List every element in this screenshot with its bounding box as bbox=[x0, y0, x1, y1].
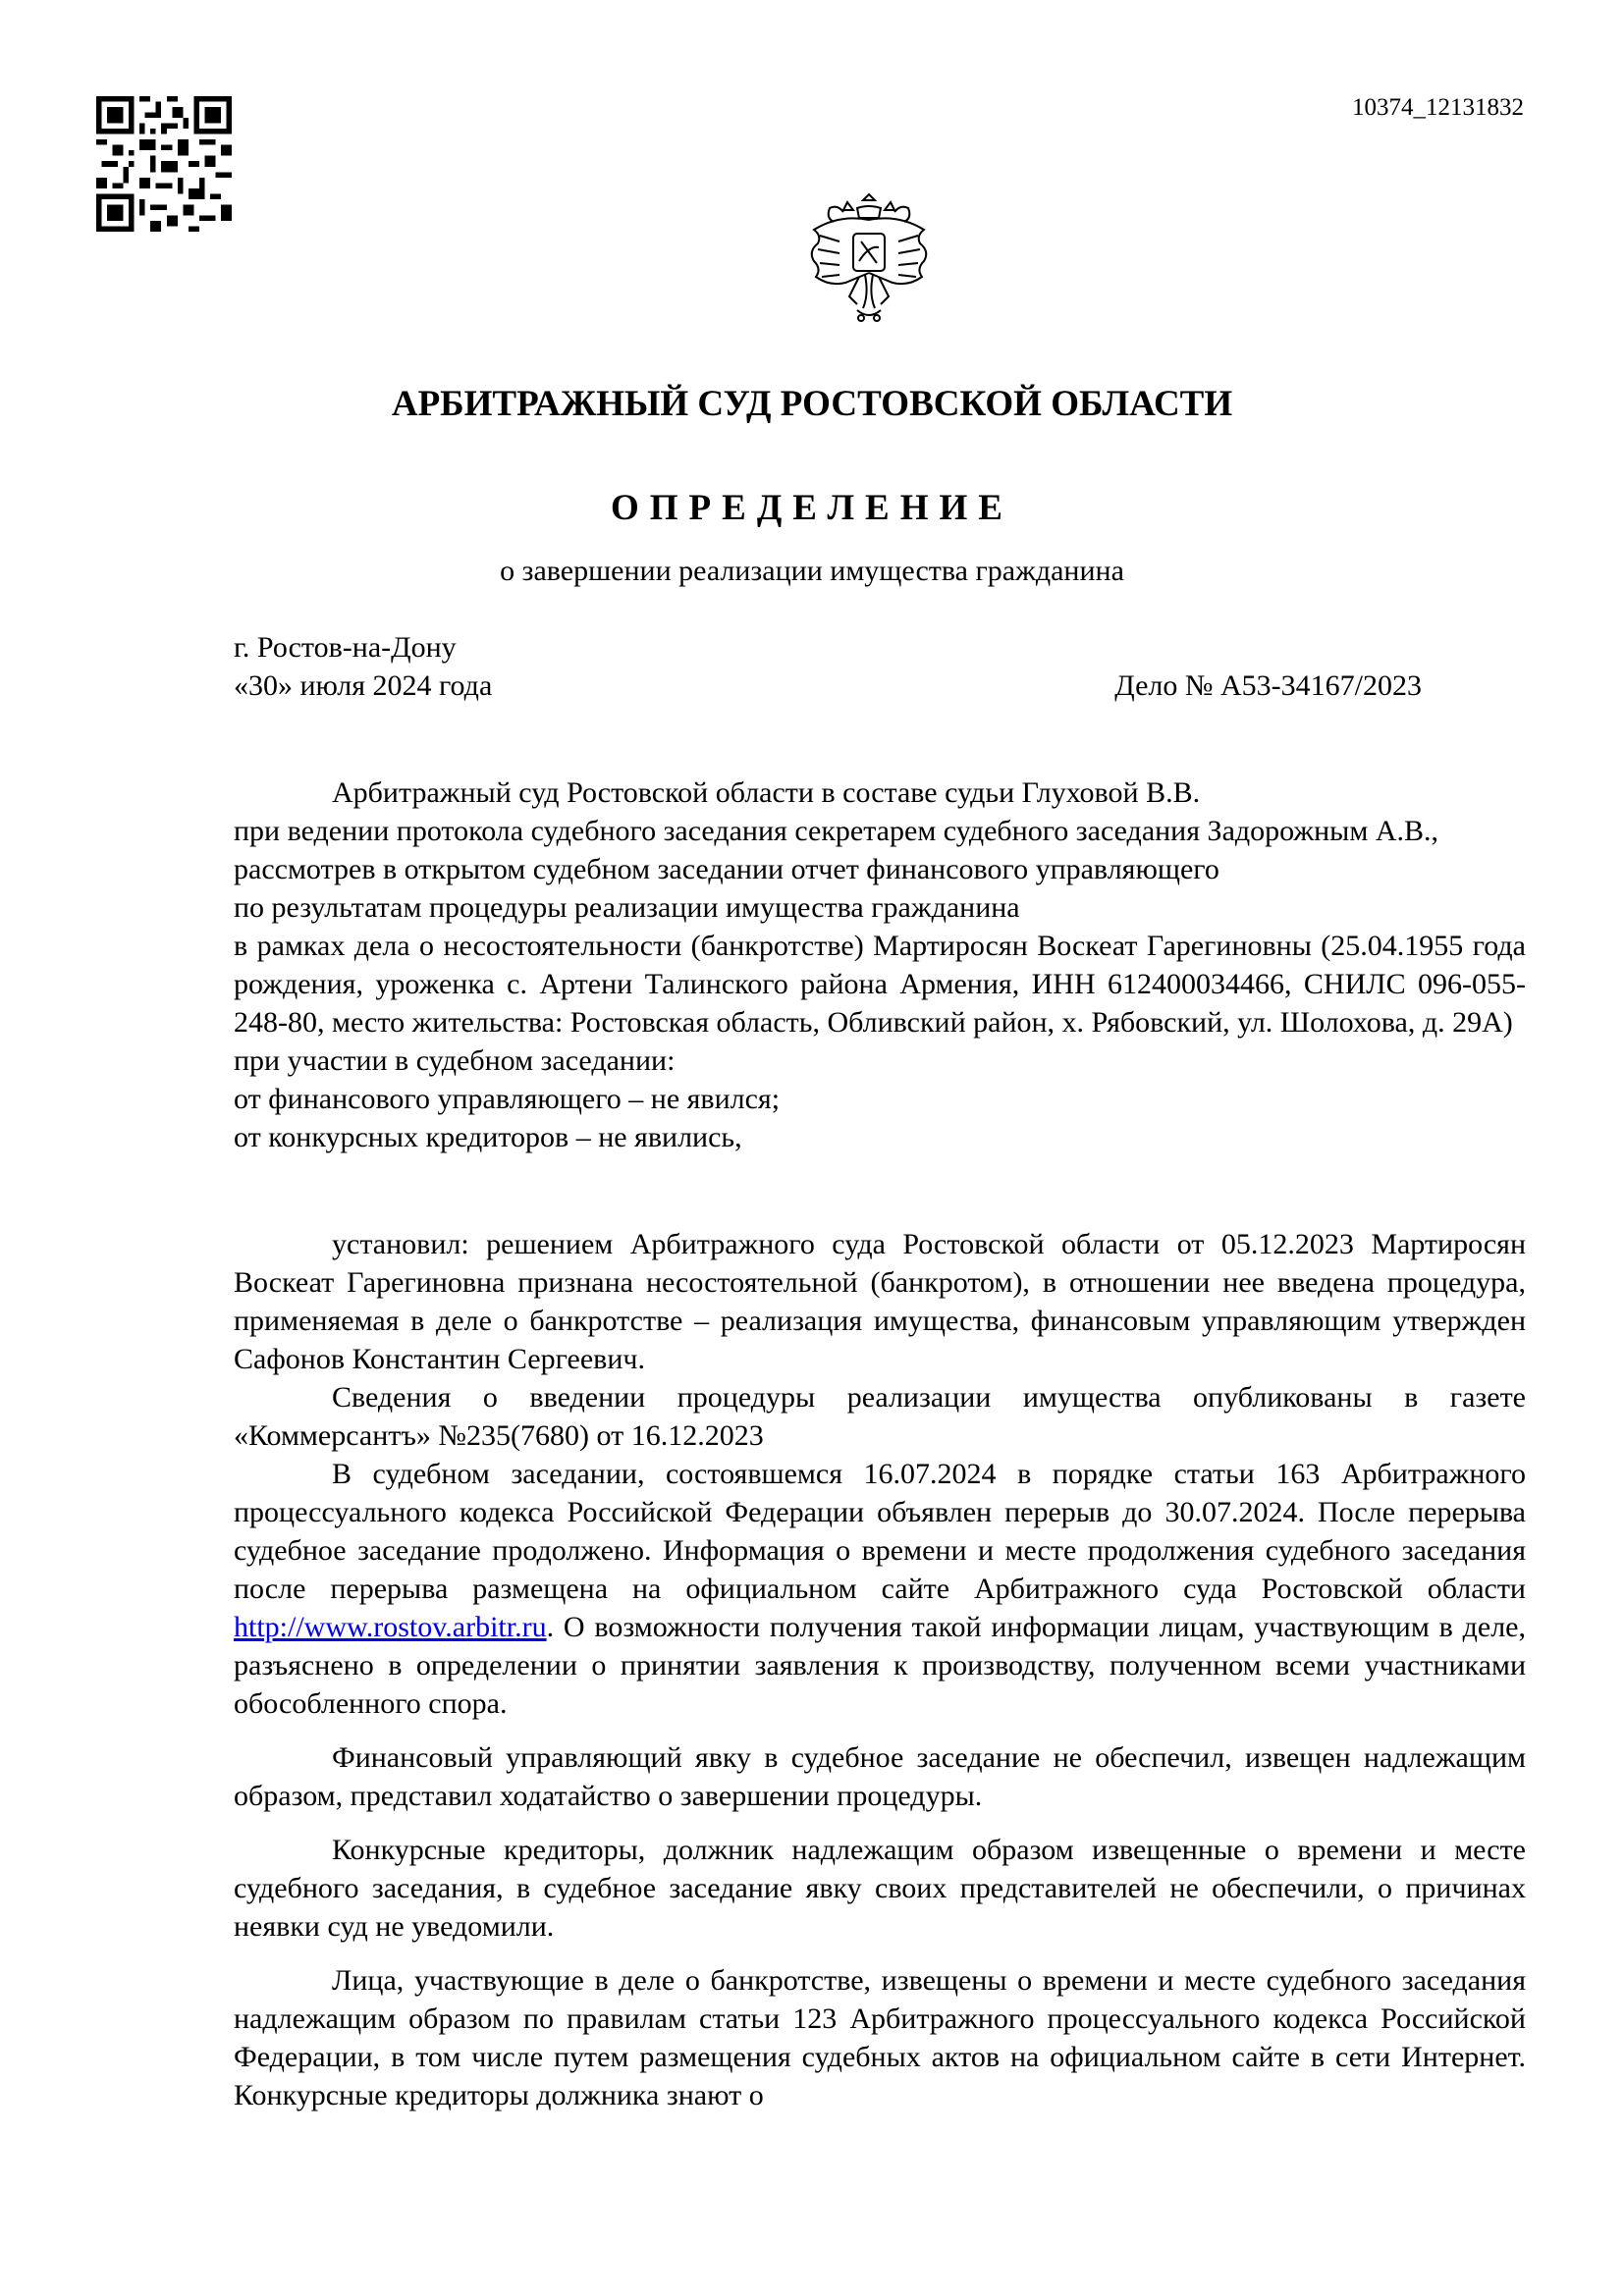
intro-judge: Арбитражный суд Ростовской области в составе судьи Глуховой В.В. bbox=[332, 776, 1201, 809]
paragraph-publication: Сведения о введении процедуры реализации имущества опубликованы в газете «Коммерсантъ» №235(7680) от 16.12.2023 bbox=[234, 1381, 1526, 1452]
case-number: Дело № А53-34167/2023 bbox=[1114, 669, 1422, 702]
intro-considered: рассмотрев в открытом судебном заседании отчет финансового управляющего bbox=[234, 853, 1219, 885]
intro-creditors: от конкурсных кредиторов – не явились, bbox=[234, 1121, 742, 1153]
court-name-heading: АРБИТРАЖНЫЙ СУД РОСТОВСКОЙ ОБЛАСТИ bbox=[391, 384, 1233, 424]
document-id: 10374_12131832 bbox=[1352, 94, 1524, 121]
paragraph-established: установил: решением Арбитражного суда Ростовской области от 05.12.2023 Мартиросян Воскеат Гарегиновна признана несостоятельной (банкротом), в отношении нее введена процедура, применяемая в деле о банкротстве – реализация имущества, финансовым управляющим утвержден Сафонов Константин Сергеевич. bbox=[234, 1228, 1526, 1375]
intro-secretary: при ведении протокола судебного заседания секретарем судебного заседания Задорожным А.В., bbox=[234, 815, 1438, 847]
date: «30» июля 2024 года bbox=[234, 669, 493, 702]
document-body bbox=[234, 628, 1526, 2114]
paragraph-creditors-absent: Конкурсные кредиторы, должник надлежащим образом извещенные о времени и месте судебного заседания, в судебное заседание явку своих представителей не обеспечили, о причинах неявки суд не уведомили. bbox=[234, 1834, 1526, 1943]
paragraph-notified: Лица, участвующие в деле о банкротстве, извещены о времени и месте судебного заседания надлежащим образом по правилам статьи 123 Арбитражного процессуального кодекса Российской Федерации, в том числе путем размещения судебных актов на официальном сайте в сети Интернет. Конкурсные кредиторы должника знают о bbox=[234, 1964, 1526, 2111]
court-website-link[interactable]: http://www.rostov.arbitr.ru bbox=[234, 1611, 547, 1643]
qr-code-icon bbox=[96, 96, 232, 232]
paragraph-fin-manager-absent: Финансовый управляющий явку в судебное заседание не обеспечил, извещен надлежащим образом, представил ходатайство о завершении процедуры. bbox=[234, 1741, 1526, 1812]
place: г. Ростов-на-Дону bbox=[234, 631, 457, 664]
intro-procedure: по результатам процедуры реализации имущества гражданина bbox=[234, 891, 1020, 924]
russian-coat-of-arms-icon bbox=[800, 187, 938, 326]
paragraph-recess bbox=[234, 1455, 1526, 1723]
intro-participants: при участии в судебном заседании: bbox=[234, 1044, 676, 1077]
document-subtitle: о завершении реализации имущества гражданина bbox=[500, 555, 1124, 587]
intro-fin-manager: от финансового управляющего – не явился; bbox=[234, 1083, 781, 1115]
paragraph-recess-text-2: . О возможности получения такой информации лицам, участвующим в деле, разъяснено в определении о принятии заявления к производству, полученном всеми участниками обособленного спора. bbox=[234, 1611, 1526, 1720]
intro-debtor: в рамках дела о несостоятельности (банкротстве) Мартиросян Воскеат Гарегиновны (25.04.1955 года рождения, уроженка с. Артени Талинского района Армения, ИНН 612400034466, СНИЛС 096-055-248-80, место жительства: Ростовская область, Обливский район, х. Рябовский, ул. Шолохова, д. 29А) bbox=[234, 930, 1526, 1039]
paragraph-recess-text-1: В судебном заседании, состоявшемся 16.07.2024 в порядке статьи 163 Арбитражного процессуального кодекса Российской Федерации объявлен перерыв до 30.07.2024. После перерыва судебное заседание продолжено. Информация о времени и месте продолжения судебного заседания после перерыва размещена на официальном сайте Арбитражного суда Ростовской области bbox=[234, 1458, 1526, 1605]
document-title: ОПРЕДЕЛЕНИЕ bbox=[611, 488, 1013, 528]
date-case-row bbox=[234, 667, 1422, 705]
